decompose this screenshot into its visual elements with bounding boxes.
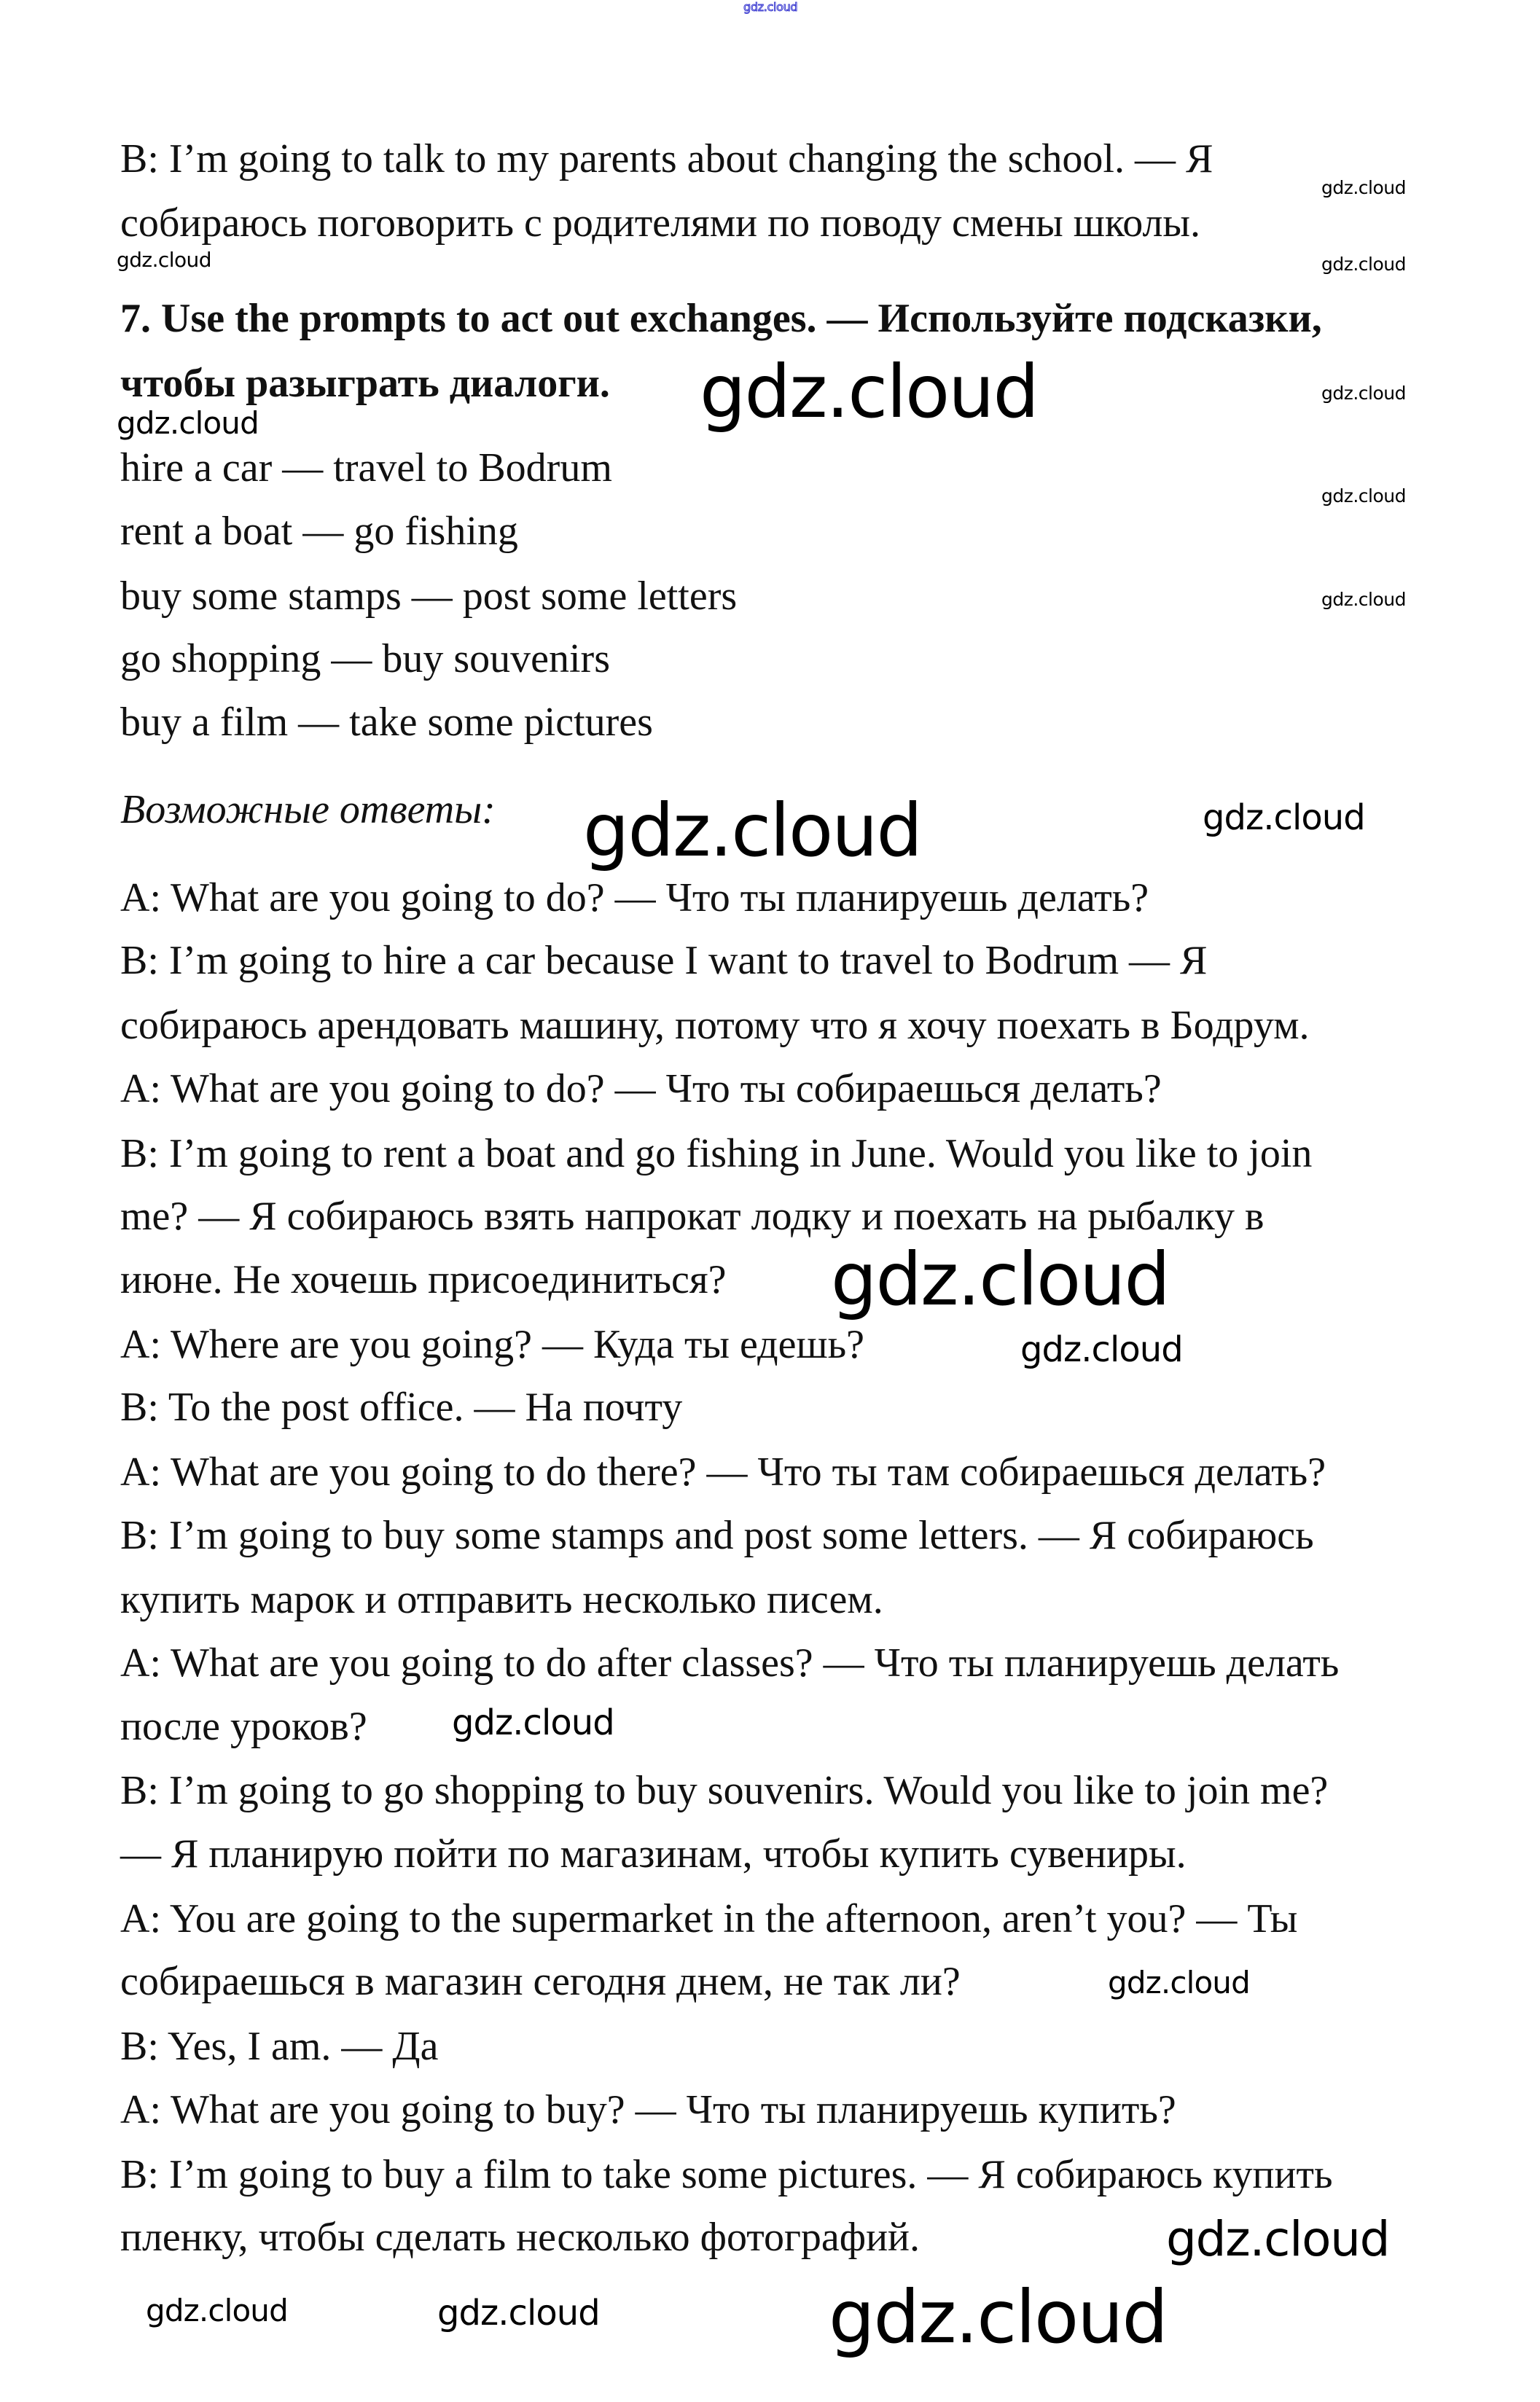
- watermark: gdz.cloud: [1020, 1329, 1183, 1370]
- watermark: gdz.cloud: [700, 349, 1039, 434]
- text-line: B: I’m going to talk to my parents about changing the school. — Я: [120, 136, 1213, 181]
- text-line: июне. Не хочешь присоединиться?: [120, 1257, 727, 1302]
- text-line: A: What are you going to do there? — Что ты там собираешься делать?: [120, 1450, 1326, 1495]
- text-line: A: What are you going to do? — Что ты собираешься делать?: [120, 1066, 1162, 1111]
- watermark: gdz.cloud: [117, 405, 259, 441]
- watermark: gdz.cloud: [583, 788, 922, 873]
- text-line: B: Yes, I am. — Да: [120, 2024, 439, 2069]
- answers-label: Возможные ответы:: [120, 787, 496, 832]
- watermark: gdz.cloud: [829, 2274, 1168, 2360]
- text-line: B: I’m going to buy some stamps and post some letters. — Я собираюсь: [120, 1513, 1314, 1558]
- text-line: B: I’m going to go shopping to buy souvenirs. Would you like to join me?: [120, 1768, 1329, 1813]
- watermark: gdz.cloud: [1108, 1965, 1250, 2000]
- watermark: gdz.cloud: [1321, 254, 1407, 275]
- watermark: gdz.cloud: [117, 248, 211, 272]
- watermark: gdz.cloud: [1321, 177, 1407, 198]
- text-line: hire a car — travel to Bodrum: [120, 445, 612, 490]
- text-line: B: I’m going to hire a car because I want to travel to Bodrum — Я: [120, 938, 1208, 983]
- text-line: go shopping — buy souvenirs: [120, 636, 610, 681]
- text-line: rent a boat — go fishing: [120, 509, 518, 554]
- text-line: A: You are going to the supermarket in the afternoon, aren’t you? — Ты: [120, 1896, 1298, 1941]
- text-line: A: What are you going to buy? — Что ты планируешь купить?: [120, 2087, 1176, 2132]
- text-line: собираешься в магазин сегодня днем, не так ли?: [120, 1959, 961, 2004]
- watermark: gdz.cloud: [437, 2293, 600, 2333]
- watermark: gdz.cloud: [1203, 797, 1365, 838]
- watermark: gdz.cloud: [743, 0, 798, 14]
- exercise-heading: чтобы разыграть диалоги.: [120, 361, 610, 406]
- text-line: A: What are you going to do? — Что ты планируешь делать?: [120, 875, 1149, 920]
- text-line: собираюсь арендовать машину, потому что я хочу поехать в Бодрум.: [120, 1003, 1310, 1048]
- watermark: gdz.cloud: [146, 2293, 288, 2328]
- watermark: gdz.cloud: [1166, 2211, 1390, 2267]
- watermark: gdz.cloud: [1321, 485, 1407, 506]
- text-line: B: To the post office. — На почту: [120, 1385, 683, 1430]
- text-line: buy some stamps — post some letters: [120, 574, 738, 619]
- text-line: me? — Я собираюсь взять напрокат лодку и поехать на рыбалку в: [120, 1194, 1265, 1239]
- text-line: B: I’m going to rent a boat and go fishing in June. Would you like to join: [120, 1131, 1313, 1176]
- watermark: gdz.cloud: [452, 1702, 614, 1743]
- text-line: A: Where are you going? — Куда ты едешь?: [120, 1322, 865, 1367]
- watermark: gdz.cloud: [831, 1237, 1170, 1322]
- text-line: пленку, чтобы сделать несколько фотографий.: [120, 2215, 921, 2260]
- text-line: собираюсь поговорить с родителями по поводу смены школы.: [120, 200, 1201, 246]
- text-line: B: I’m going to buy a film to take some pictures. — Я собираюсь купить: [120, 2152, 1333, 2197]
- text-line: — Я планирую пойти по магазинам, чтобы купить сувениры.: [120, 1831, 1187, 1877]
- watermark: gdz.cloud: [1321, 383, 1407, 404]
- text-line: buy a film — take some pictures: [120, 700, 653, 745]
- text-line: после уроков?: [120, 1704, 367, 1749]
- watermark: gdz.cloud: [1321, 589, 1407, 610]
- text-line: A: What are you going to do after classes? — Что ты планируешь делать: [120, 1640, 1340, 1686]
- text-line: купить марок и отправить несколько писем.: [120, 1577, 883, 1622]
- exercise-heading: 7. Use the prompts to act out exchanges. — Используйте подсказки,: [120, 296, 1322, 341]
